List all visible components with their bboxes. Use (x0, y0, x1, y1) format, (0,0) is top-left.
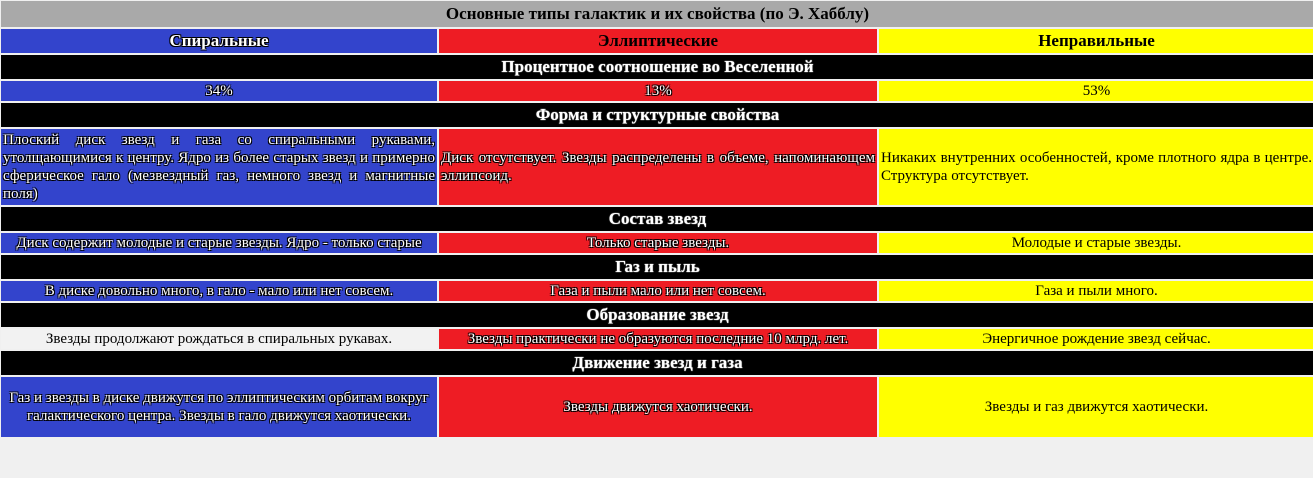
shape-spiral: Плоский диск звезд и газа со спиральными рукавами, утолщающимися к центру. Ядро из более старых звезд и примерно сферическое гало (мезвездный газ, немного звезд и магнитные поля) (1, 129, 437, 205)
section-heading-star-composition: Состав звезд (1, 207, 1313, 231)
stars-spiral: Диск содержит молодые и старые звезды. Ядро - только старые (1, 233, 437, 253)
percentage-spiral: 34% (1, 81, 437, 101)
shape-elliptical: Диск отсутствует. Звезды распределены в объеме, напоминающем эллипсоид. (439, 129, 877, 205)
section-heading-gas-dust: Газ и пыль (1, 255, 1313, 279)
shape-irregular: Никаких внутренних особенностей, кроме плотного ядра в центре. Структура отсутствует. (879, 129, 1313, 205)
column-header-spiral: Спиральные (1, 29, 437, 53)
gas-elliptical: Газа и пыли мало или нет совсем. (439, 281, 877, 301)
formation-elliptical: Звезды практически не образуются последние 10 млрд. лет. (439, 329, 877, 349)
table-title: Основные типы галактик и их свойства (по Э. Хабблу) (1, 1, 1313, 27)
formation-spiral: Звезды продолжают рождаться в спиральных рукавах. (1, 329, 437, 349)
percentage-elliptical: 13% (439, 81, 877, 101)
section-heading-motion: Движение звезд и газа (1, 351, 1313, 375)
motion-spiral: Газ и звезды в диске движутся по эллиптическим орбитам вокруг галактического центра. Звезды в гало движутся хаотически. (1, 377, 437, 437)
motion-irregular: Звезды и газ движутся хаотически. (879, 377, 1313, 437)
section-heading-shape: Форма и структурные свойства (1, 103, 1313, 127)
percentage-irregular: 53% (879, 81, 1313, 101)
column-header-irregular: Неправильные (879, 29, 1313, 53)
formation-irregular: Энергичное рождение звезд сейчас. (879, 329, 1313, 349)
stars-elliptical: Только старые звезды. (439, 233, 877, 253)
gas-irregular: Газа и пыли много. (879, 281, 1313, 301)
section-heading-percentage: Процентное соотношение во Веселенной (1, 55, 1313, 79)
motion-elliptical: Звезды движутся хаотически. (439, 377, 877, 437)
column-header-elliptical: Эллиптические (439, 29, 877, 53)
gas-spiral: В диске довольно много, в гало - мало или нет совсем. (1, 281, 437, 301)
stars-irregular: Молодые и старые звезды. (879, 233, 1313, 253)
section-heading-star-formation: Образование звезд (1, 303, 1313, 327)
